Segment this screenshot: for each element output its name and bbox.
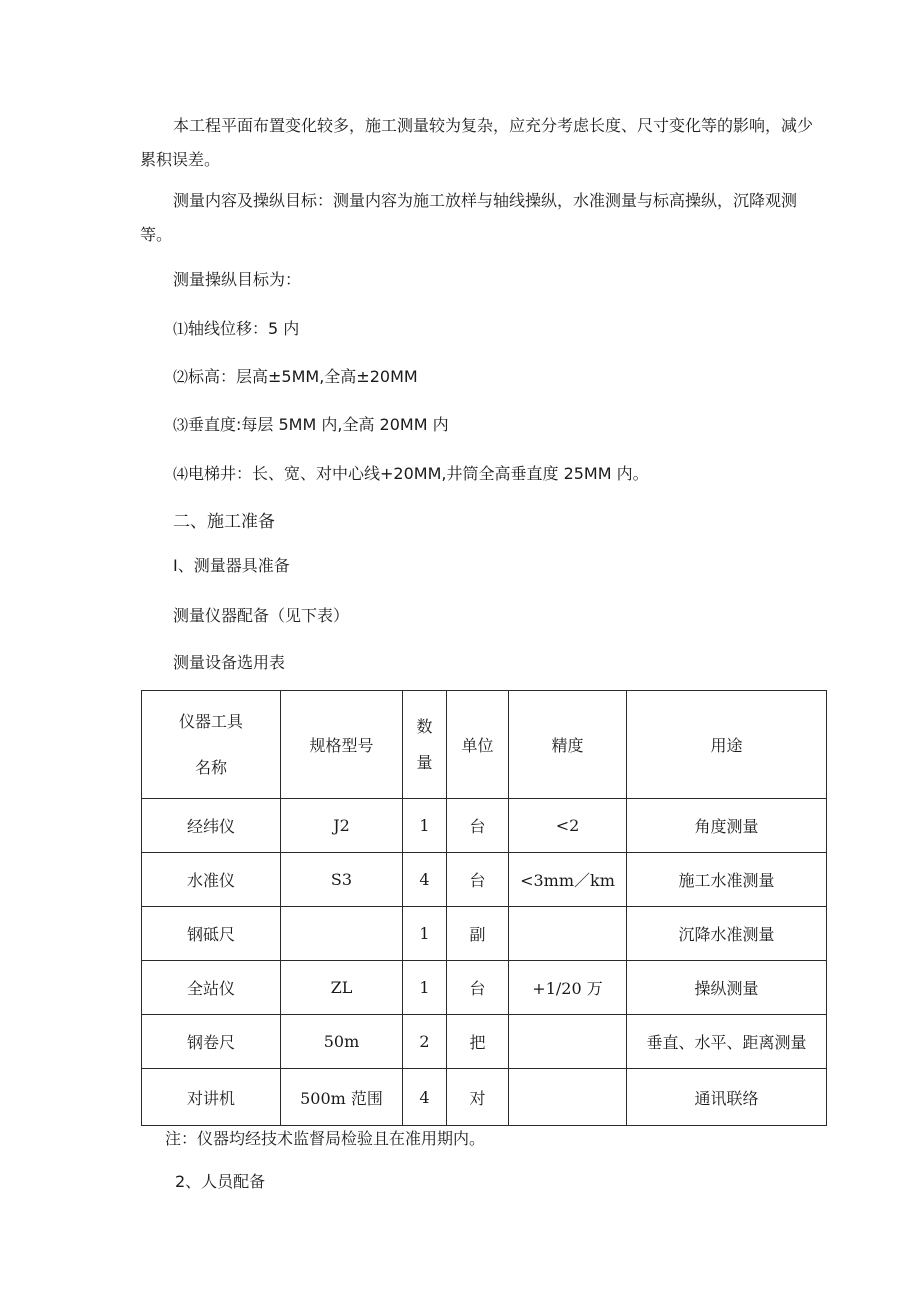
cell-usage: 角度测量	[627, 799, 827, 853]
table-header-row	[142, 691, 827, 799]
cell-precision: <2	[509, 799, 627, 853]
cell-precision	[509, 907, 627, 961]
cell-model: 500m 范围	[281, 1069, 403, 1126]
cell-name: 经纬仪	[142, 799, 281, 853]
cell-qty: 4	[403, 1069, 447, 1126]
table-row	[142, 853, 827, 907]
cell-qty: 2	[403, 1015, 447, 1069]
cell-name: 全站仪	[142, 961, 281, 1015]
header-qty	[403, 691, 447, 799]
header-qty-line1: 数	[416, 716, 433, 736]
cell-model: S3	[281, 853, 403, 907]
header-usage: 用途	[627, 691, 827, 799]
target-text: 轴线位移：5 内	[188, 319, 300, 338]
cell-unit: 台	[447, 799, 509, 853]
header-unit: 单位	[447, 691, 509, 799]
header-precision: 精度	[509, 691, 627, 799]
cell-qty: 4	[403, 853, 447, 907]
cell-unit: 台	[447, 853, 509, 907]
target-item-4	[173, 462, 649, 486]
cell-precision	[509, 1069, 627, 1126]
cell-model: ZL	[281, 961, 403, 1015]
subsection-1-heading: I、测量器具准备	[173, 556, 290, 575]
header-model: 规格型号	[281, 691, 403, 799]
intro-paragraph-3: 测量操纵目标为：	[173, 270, 302, 289]
section-heading: 二、施工准备	[173, 512, 275, 532]
cell-unit: 副	[447, 907, 509, 961]
target-item-2	[173, 365, 418, 389]
cell-usage: 沉降水准测量	[627, 907, 827, 961]
cell-usage: 垂直、水平、距离测量	[627, 1015, 827, 1069]
equipment-table	[141, 690, 827, 1126]
table-note: 注：仪器均经技术监督局检验且在准用期内。	[165, 1129, 486, 1148]
target-item-3	[173, 413, 449, 437]
cell-usage: 通讯联络	[627, 1069, 827, 1126]
target-marker: ⑴	[173, 320, 189, 338]
target-text: 标高：层高±5MM,全高±20MM	[188, 367, 418, 386]
header-qty-line2: 量	[416, 752, 433, 772]
cell-unit: 对	[447, 1069, 509, 1126]
cell-name: 钢卷尺	[142, 1015, 281, 1069]
cell-name: 水准仪	[142, 853, 281, 907]
cell-unit: 把	[447, 1015, 509, 1069]
header-name-line2: 名称	[194, 757, 227, 777]
table-row	[142, 907, 827, 961]
cell-name: 钢砥尺	[142, 907, 281, 961]
table-row	[142, 1069, 827, 1126]
cell-usage: 施工水准测量	[627, 853, 827, 907]
cell-unit: 台	[447, 961, 509, 1015]
target-item-1	[173, 317, 299, 341]
table-row	[142, 1015, 827, 1069]
target-marker: ⑵	[173, 368, 189, 386]
header-name-line1: 仪器工具	[178, 711, 243, 731]
cell-precision: +1/20 万	[509, 961, 627, 1015]
cell-qty: 1	[403, 961, 447, 1015]
target-marker: ⑶	[173, 416, 189, 434]
cell-model: J2	[281, 799, 403, 853]
cell-model: 50m	[281, 1015, 403, 1069]
target-text: 垂直度:每层 5MM 内,全高 20MM 内	[188, 415, 449, 434]
cell-usage: 操纵测量	[627, 961, 827, 1015]
equipment-intro: 测量仪器配备（见下表）	[173, 606, 350, 625]
target-marker: ⑷	[173, 465, 189, 483]
intro-paragraph-1: 本工程平面布置变化较多，施工测量较为复杂，应充分考虑长度、尺寸变化等的影响，减少累积误差。	[140, 116, 814, 169]
cell-qty: 1	[403, 799, 447, 853]
header-name	[142, 691, 281, 799]
target-text: 电梯井：长、宽、对中心线+20MM,井筒全高垂直度 25MM 内。	[188, 464, 649, 483]
cell-model	[281, 907, 403, 961]
cell-qty: 1	[403, 907, 447, 961]
table-row	[142, 799, 827, 853]
cell-name: 对讲机	[142, 1069, 281, 1126]
cell-precision: <3mm／km	[509, 853, 627, 907]
table-title: 测量设备选用表	[173, 653, 286, 672]
table-row	[142, 961, 827, 1015]
cell-precision	[509, 1015, 627, 1069]
intro-paragraph-2: 测量内容及操纵目标：测量内容为施工放样与轴线操纵，水准测量与标高操纵，沉降观测等。	[140, 191, 798, 244]
subsection-2-heading: 2、人员配备	[175, 1172, 266, 1191]
